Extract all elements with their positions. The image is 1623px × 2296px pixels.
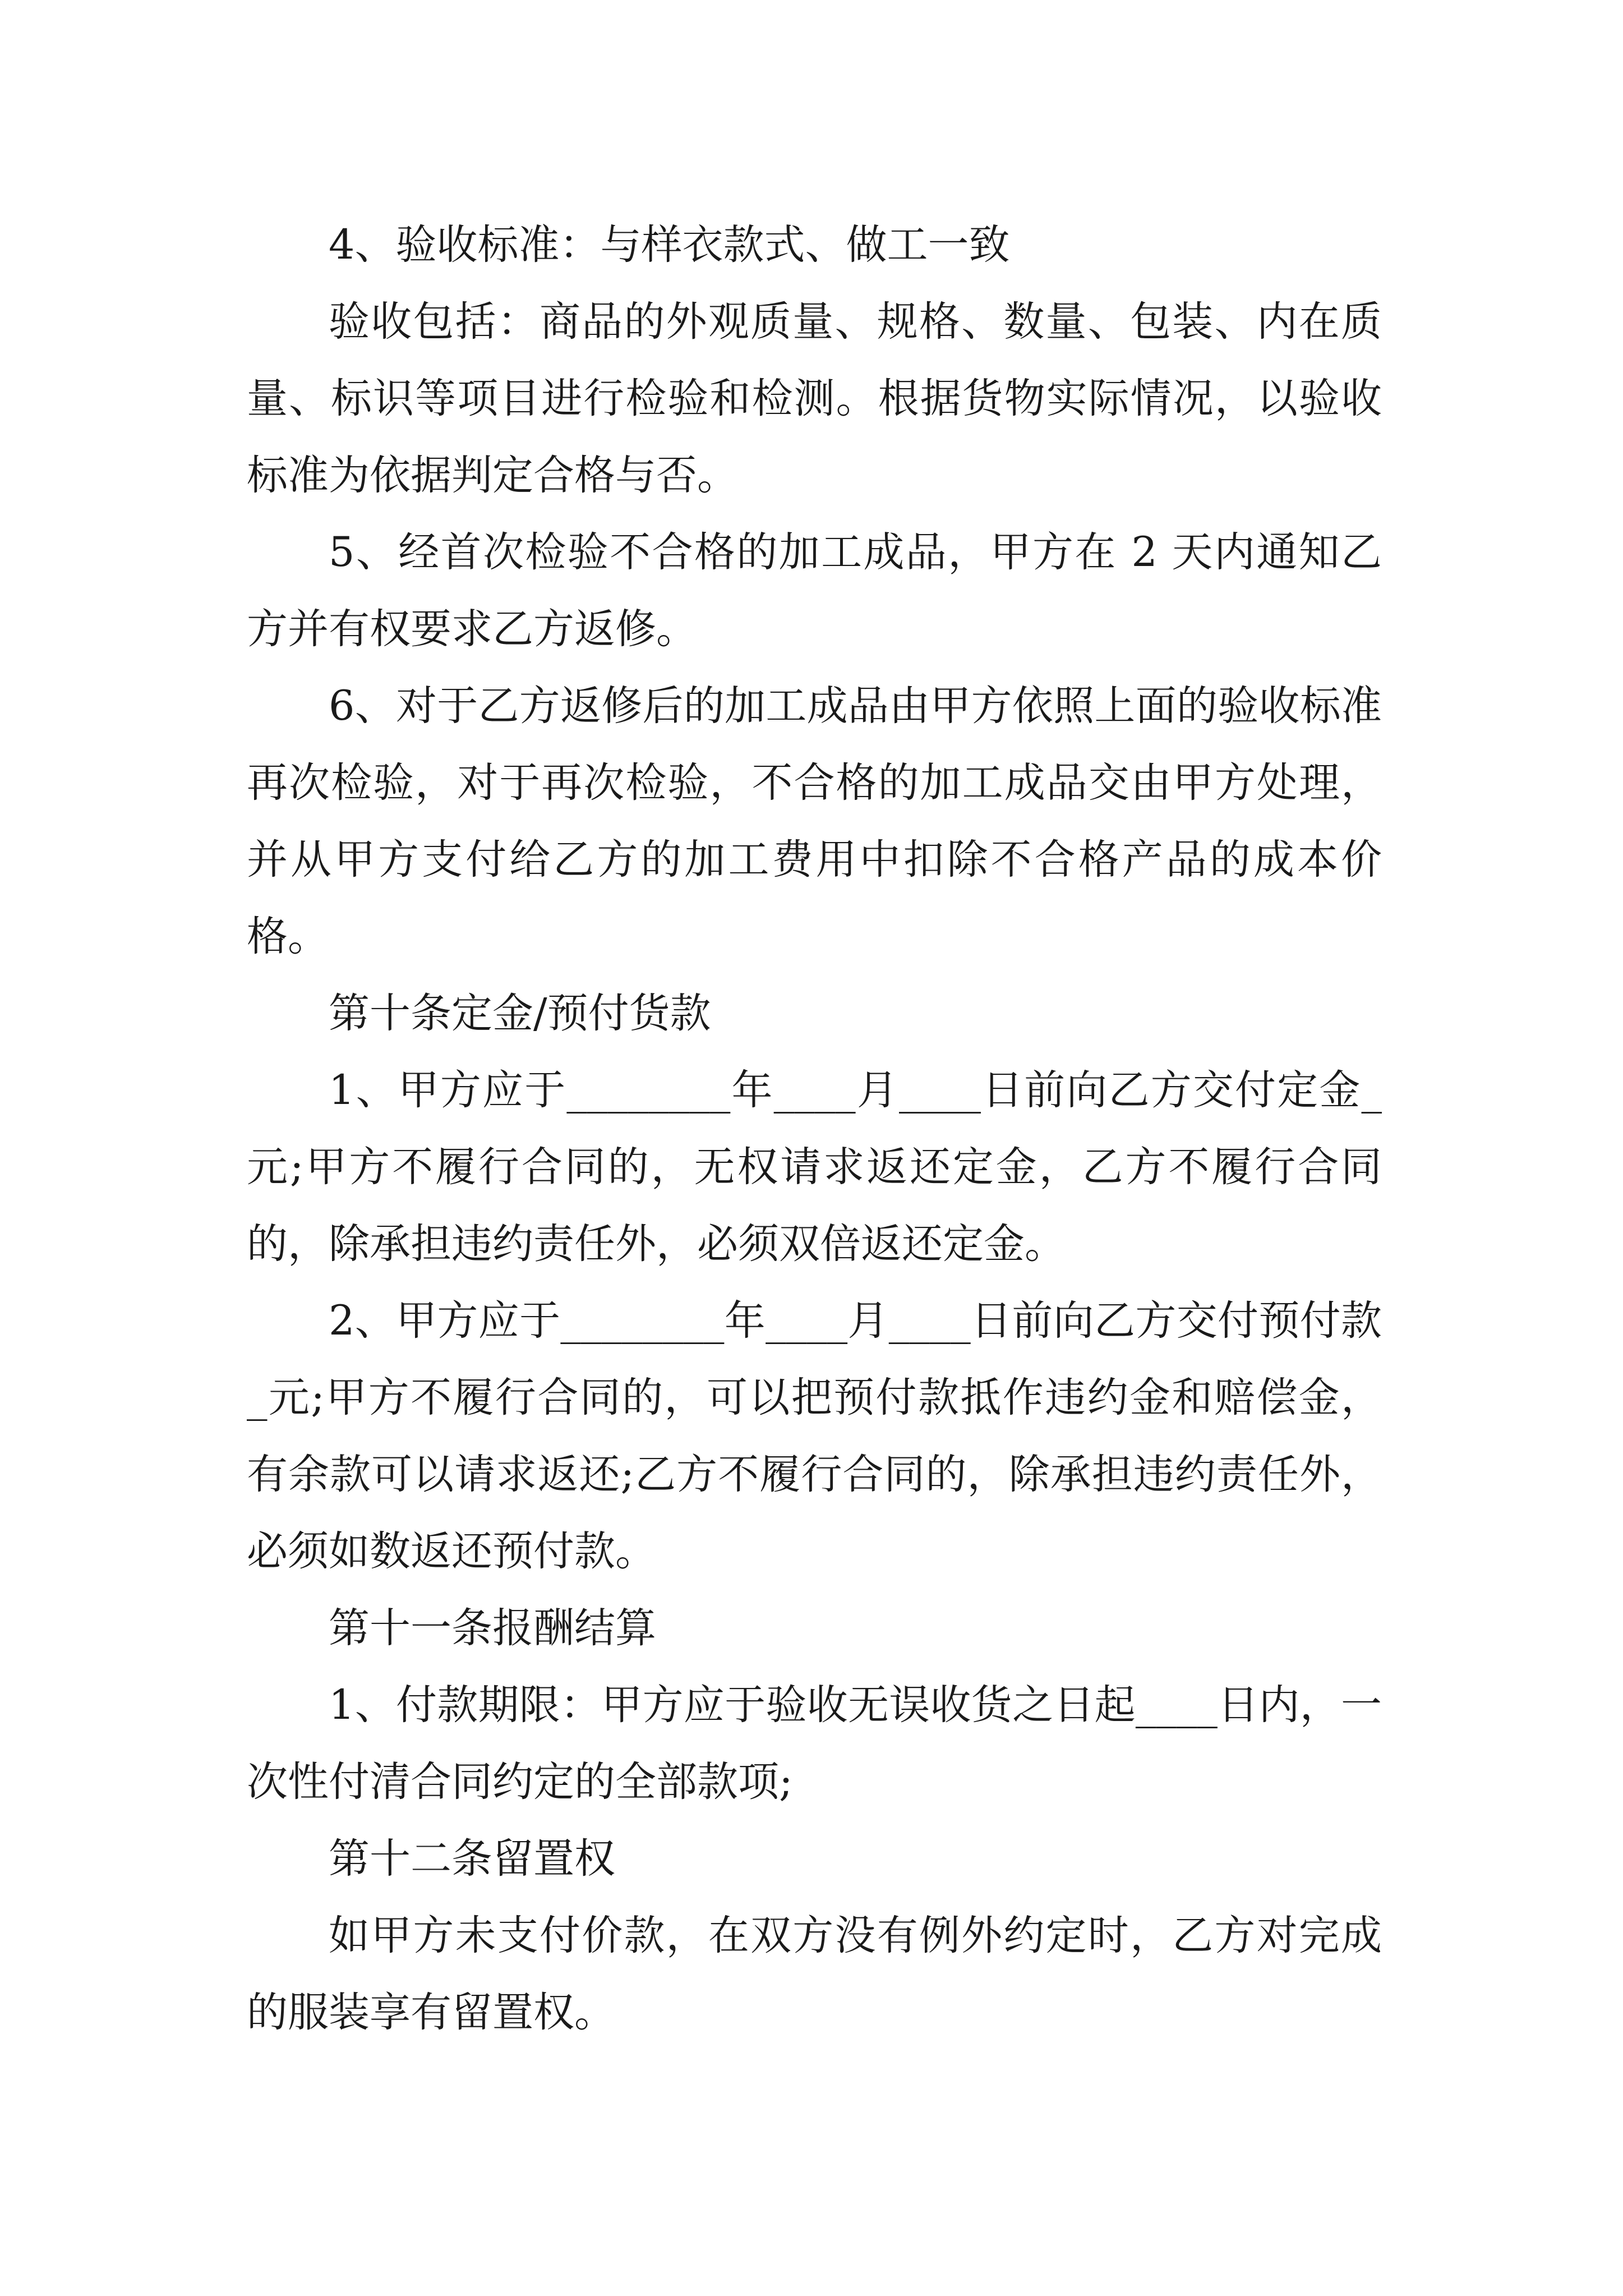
paragraph-prepayment: 2、甲方应于________年____月____日前向乙方交付预付款_元;甲方不履行合同的，可以把预付款抵作违约金和赔偿金，有余款可以请求返还;乙方不履行合同的，除承担违约责任外，必须如数返还预付款。: [247, 1297, 1382, 1575]
paragraph-lien: 如甲方未支付价款，在双方没有例外约定时，乙方对完成的服装享有留置权。: [247, 1912, 1382, 2036]
paragraph-acceptance-standard: 4、验收标准：与样衣款式、做工一致: [329, 221, 1010, 269]
paragraph-first-inspection: 5、经首次检验不合格的加工成品，甲方在 2 天内通知乙方并有权要求乙方返修。: [247, 528, 1382, 653]
heading-article-10: 第十条定金/预付货款: [329, 990, 711, 1037]
paragraph-reinspection: 6、对于乙方返修后的加工成品由甲方依照上面的验收标准再次检验，对于再次检验，不合格的加工成品交由甲方处理，并从甲方支付给乙方的加工费用中扣除不合格产品的成本价格。: [247, 682, 1382, 960]
heading-article-11: 第十一条报酬结算: [329, 1604, 656, 1652]
paragraph-payment-term: 1、付款期限：甲方应于验收无误收货之日起____日内，一次性付清合同约定的全部款项;: [247, 1681, 1382, 1806]
heading-article-12: 第十二条留置权: [329, 1835, 615, 1883]
document-body: [247, 206, 1382, 2051]
paragraph-deposit: 1、甲方应于________年____月____日前向乙方交付定金_元;甲方不履行合同的，无权请求返还定金，乙方不履行合同的，除承担违约责任外，必须双倍返还定金。: [247, 1066, 1382, 1268]
paragraph-acceptance-scope: 验收包括：商品的外观质量、规格、数量、包装、内在质量、标识等项目进行检验和检测。根据货物实际情况，以验收标准为依据判定合格与否。: [247, 298, 1382, 499]
